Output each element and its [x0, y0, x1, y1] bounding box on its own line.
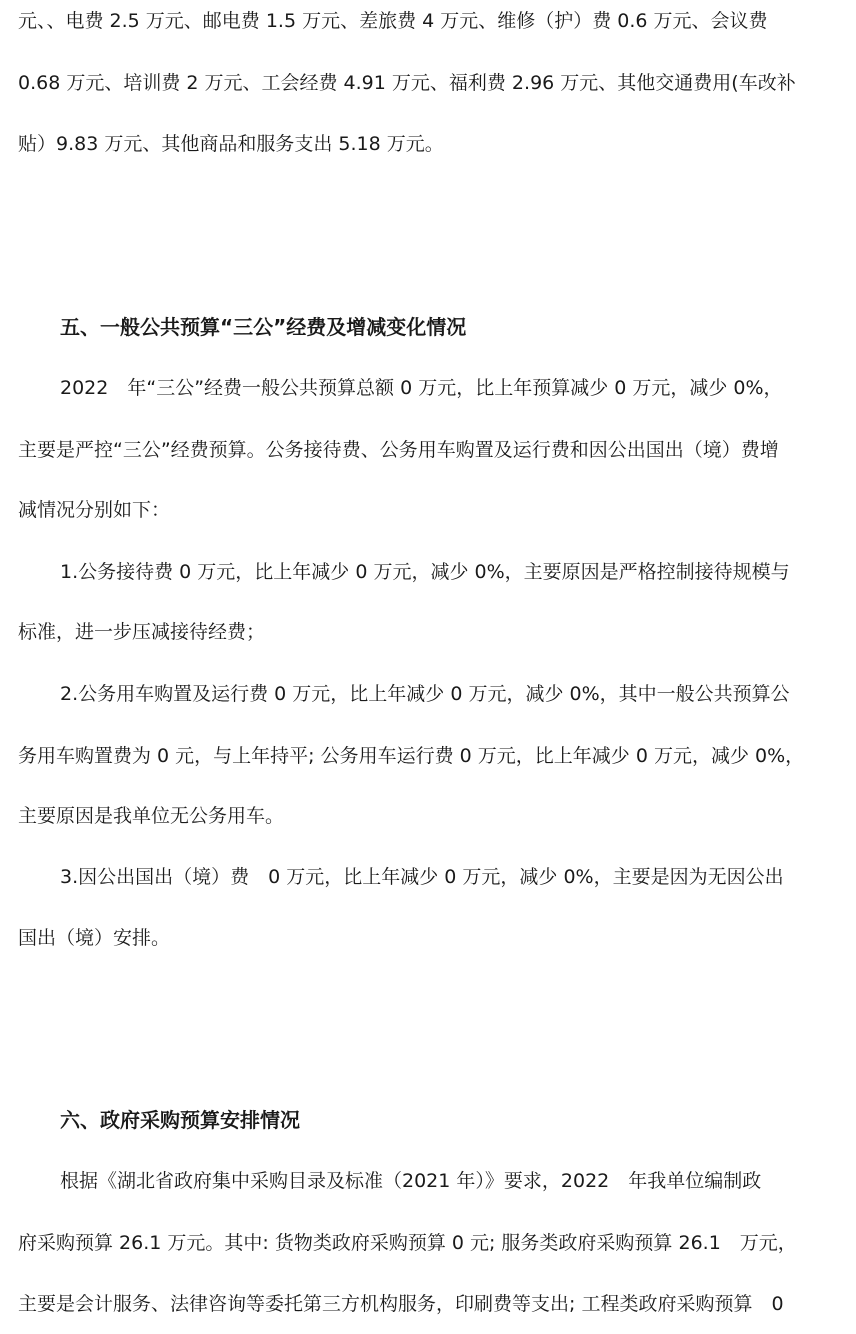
section-heading: 五、一般公共预算“三公”经费及增减变化情况	[60, 315, 467, 339]
paragraph-line: 主要是会计服务、法律咨询等委托第三方机构服务，印刷费等支出; 工程类政府采购预算 0	[18, 1293, 784, 1315]
paragraph-line: 2022 年“三公”经费一般公共预算总额 0 万元，比上年预算减少 0 万元，减少 0%，	[60, 377, 783, 399]
list-item-line: 3.因公出国出（境）费 0 万元，比上年减少 0 万元，减少 0%，主要是因为无因公出	[60, 866, 784, 888]
list-item-line: 国出（境）安排。	[18, 927, 171, 949]
paragraph-line: 根据《湖北省政府集中采购目录及标准（2021 年）》要求，2022 年我单位编制政	[60, 1170, 762, 1192]
section-heading: 六、政府采购预算安排情况	[60, 1108, 300, 1132]
paragraph-line: 元、、电费 2.5 万元、邮电费 1.5 万元、差旅费 4 万元、维修（护）费 0.6 万元、会议费	[18, 10, 768, 32]
list-item-line: 1.公务接待费 0 万元，比上年减少 0 万元，减少 0%，主要原因是严格控制接待规模与	[60, 561, 790, 583]
list-item-line: 2.公务用车购置及运行费 0 万元，比上年减少 0 万元，减少 0%，其中一般公共预算公	[60, 683, 790, 705]
paragraph-line: 减情况分别如下：	[18, 499, 171, 521]
paragraph-line: 主要是严控“三公”经费预算。公务接待费、公务用车购置及运行费和因公出国出（境）费增	[18, 439, 779, 461]
list-item-line: 务用车购置费为 0 元，与上年持平; 公务用车运行费 0 万元，比上年减少 0 万元，减少 0%，	[18, 745, 805, 767]
paragraph-line: 府采购预算 26.1 万元。其中: 货物类政府采购预算 0 元; 服务类政府采购预算 26.1 万元，	[18, 1232, 797, 1254]
paragraph-line: 贴）9.83 万元、其他商品和服务支出 5.18 万元。	[18, 133, 444, 155]
list-item-line: 主要原因是我单位无公务用车。	[18, 805, 285, 827]
paragraph-line: 0.68 万元、培训费 2 万元、工会经费 4.91 万元、福利费 2.96 万元、其他交通费用(车改补	[18, 72, 796, 94]
list-item-line: 标准，进一步压减接待经费；	[18, 621, 266, 643]
